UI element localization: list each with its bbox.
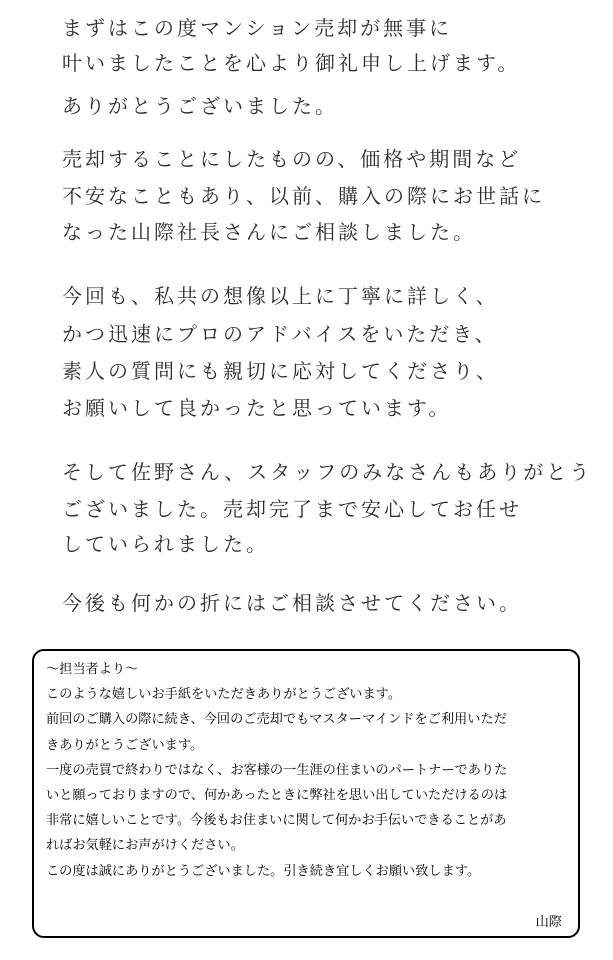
letter-line: ございました。売却完了まで安心してお任せ: [62, 497, 522, 521]
letter-line: 叶いましたことを心より御礼申し上げます。: [62, 51, 521, 75]
letter-line: かつ迅速にプロのアドバイスをいただき、: [62, 322, 498, 346]
staff-comment-line: このような嬉しいお手紙をいただきありがとうございます。: [46, 687, 402, 703]
letter-line: していられました。: [62, 532, 269, 556]
letter-line: 売却することにしたものの、価格や期間など: [62, 147, 522, 171]
staff-signature: 山際: [535, 915, 562, 930]
staff-comment-line: 一度の売買で終わりではなく、お客様の一生涯の住まいのパートナーでありた: [46, 762, 508, 778]
letter-line: ありがとうございました。: [62, 94, 338, 118]
letter-line: まずはこの度マンション売却が無事に: [62, 16, 453, 40]
letter-line: なった山際社長さんにご相談しました。: [62, 220, 476, 244]
staff-comment-heading: ～担当者より～: [46, 662, 139, 677]
staff-comment-line: 非常に嬉しいことです。今後もお住まいに関して何かお手伝いできることがあ: [46, 813, 507, 829]
letter-line: 素人の質問にも親切に応対してくださり、: [62, 359, 499, 383]
letter-line: 今後も何かの折にはご相談させてください。: [62, 591, 522, 615]
letter-line: そして佐野さん、スタッフのみなさんもありがとう: [62, 460, 593, 484]
staff-comment-line: この度は誠にありがとうございました。引き続き宜しくお願い致します。: [46, 863, 481, 879]
staff-comment-line: いと願っておりますので、何かあったときに弊社を思い出していただけるのは: [46, 788, 508, 804]
letter-line: お願いして良かったと思っています。: [62, 396, 452, 420]
letter-line: 今回も、私共の想像以上に丁寧に詳しく、: [62, 284, 499, 308]
staff-comment-box: [32, 649, 580, 938]
staff-comment-line: きありがとうございます。: [46, 737, 204, 753]
letter-line: 不安なこともあり、以前、購入の際にお世話に: [62, 184, 545, 208]
staff-comment-line: ればお気軽にお声がけください。: [46, 838, 244, 854]
staff-comment-line: 前回のご購入の際に続き、今回のご売却でもマスターマインドをご利用いただ: [46, 712, 507, 728]
